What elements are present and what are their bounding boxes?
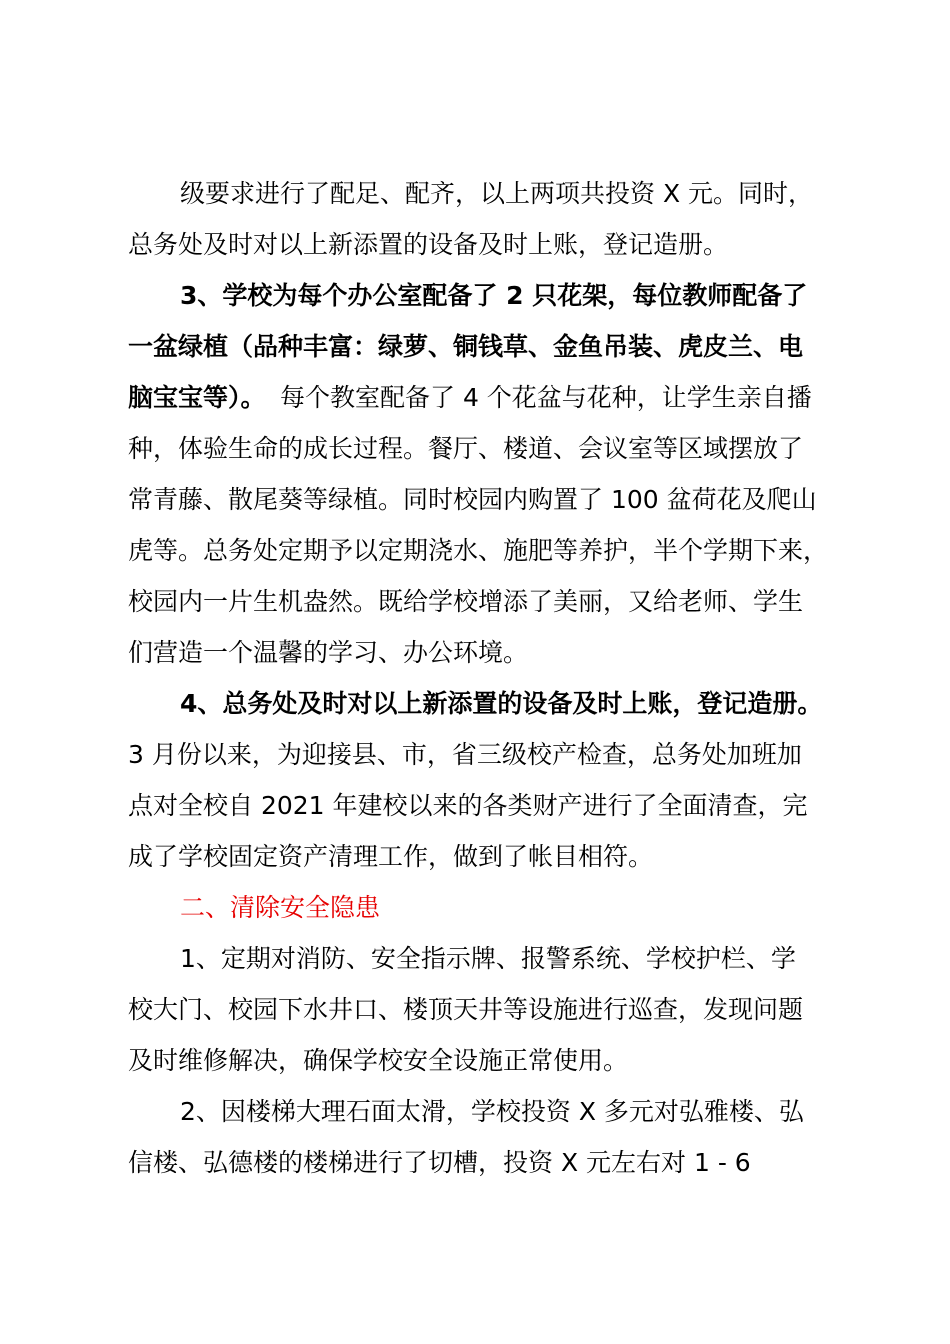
paragraph-line	[0, 225, 950, 265]
bold-text-span: 4、总务处及时对以上新添置的设备及时上账，登记造册。	[180, 689, 823, 718]
paragraph-line	[0, 276, 950, 316]
text-span: 每个教室配备了 4 个花盆与花种，让学生亲自播	[280, 383, 812, 412]
text-span: 2、因楼梯大理石面太滑，学校投资 X 多元对弘雅楼、弘	[180, 1097, 804, 1126]
paragraph-line	[0, 174, 950, 214]
paragraph-line	[0, 1041, 950, 1081]
text-span: 校园内一片生机盎然。既给学校增添了美丽，又给老师、学生	[128, 587, 804, 616]
text-span: 点对全校自 2021 年建校以来的各类财产进行了全面清查，完	[128, 791, 808, 820]
paragraph-line	[0, 939, 950, 979]
text-span: 校大门、校园下水井口、楼顶天井等设施进行巡查，发现问题	[128, 995, 804, 1024]
paragraph-line	[0, 531, 950, 571]
section-heading	[0, 888, 950, 928]
text-span: 1、定期对消防、安全指示牌、报警系统、学校护栏、学	[180, 944, 796, 973]
paragraph-line	[0, 378, 950, 418]
section-heading-text: 二、清除安全隐患	[180, 893, 381, 922]
text-span: 总务处及时对以上新添置的设备及时上账，登记造册。	[128, 230, 729, 259]
text-span: 3 月份以来，为迎接县、市，省三级校产检查，总务处加班加	[128, 740, 802, 769]
paragraph-line	[0, 633, 950, 673]
bold-text-span: 一盆绿植（品种丰富：绿萝、铜钱草、金鱼吊装、虎皮兰、电	[128, 332, 804, 361]
bold-text-span: 3、学校为每个办公室配备了 2 只花架，每位教师配备了	[180, 281, 808, 310]
text-span: 成了学校固定资产清理工作，做到了帐目相符。	[128, 842, 654, 871]
paragraph-line	[0, 1143, 950, 1183]
paragraph-line	[0, 786, 950, 826]
paragraph-line	[0, 684, 950, 724]
text-span: 种，体验生命的成长过程。餐厅、楼道、会议室等区域摆放了	[128, 434, 804, 463]
text-span: 信楼、弘德楼的楼梯进行了切槽，投资 X 元左右对 1 - 6	[128, 1148, 751, 1177]
text-span: 们营造一个温馨的学习、办公环境。	[128, 638, 529, 667]
bold-text-span: 脑宝宝等）。	[128, 383, 266, 412]
paragraph-line	[0, 990, 950, 1030]
text-span: 虎等。总务处定期予以定期浇水、施肥等养护，半个学期下来，	[128, 536, 829, 565]
paragraph-line	[0, 837, 950, 877]
paragraph-line	[0, 480, 950, 520]
text-span: 常青藤、散尾葵等绿植。同时校园内购置了 100 盆荷花及爬山	[128, 485, 817, 514]
text-span: 及时维修解决，确保学校安全设施正常使用。	[128, 1046, 629, 1075]
paragraph-line	[0, 327, 950, 367]
text-span: 级要求进行了配足、配齐，以上两项共投资 X 元。同时，	[180, 179, 814, 208]
paragraph-line	[0, 429, 950, 469]
paragraph-line	[0, 735, 950, 775]
paragraph-line	[0, 582, 950, 622]
paragraph-line	[0, 1092, 950, 1132]
